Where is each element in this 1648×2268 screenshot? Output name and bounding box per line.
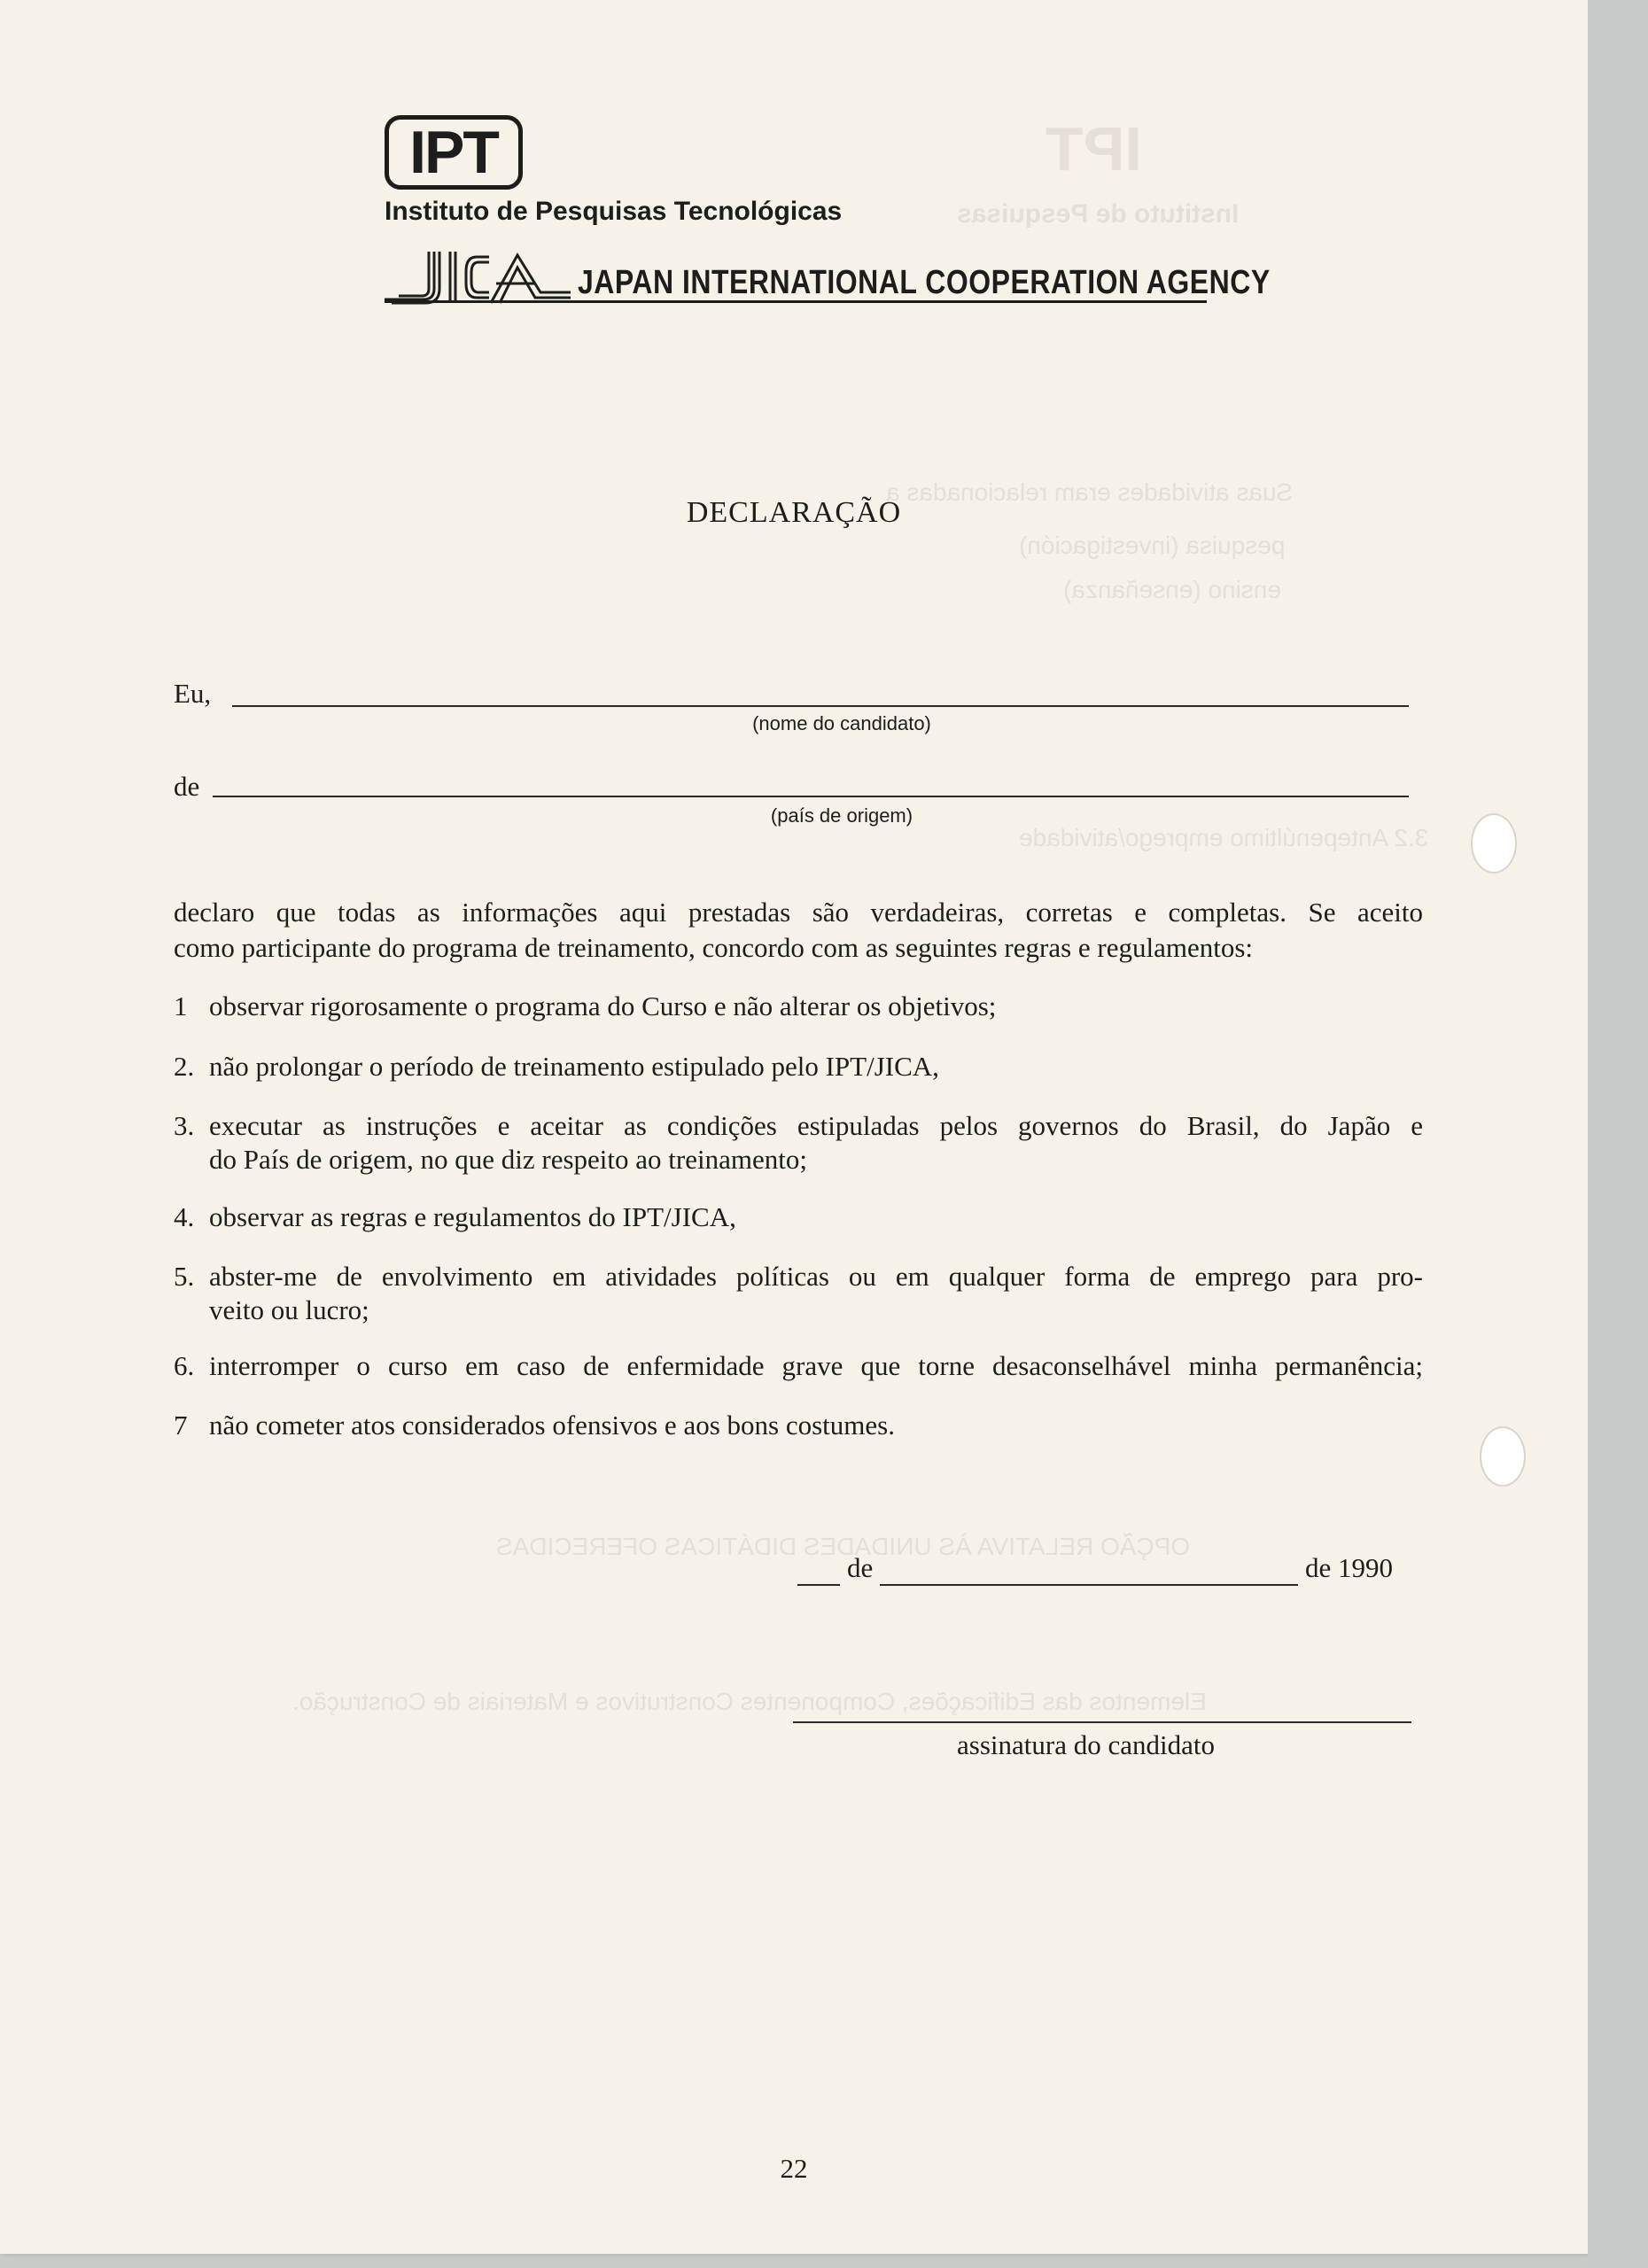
show-through-text: Suas atividades eram relacionadas a	[886, 478, 1294, 506]
country-field-hint: (país de origem)	[770, 804, 913, 827]
name-field-hint: (nome do candidato)	[752, 712, 931, 734]
show-through-text: IPT	[1046, 114, 1142, 183]
show-through-text: 3.2 Antepenúltimo emprego/atividade	[1019, 824, 1429, 851]
item-text: executar as instruções e aceitar as condições estipuladas pelos governos do Brasil, do Japão e	[209, 1110, 1423, 1141]
list-item	[174, 1409, 1423, 1442]
header-rule	[385, 300, 1207, 303]
signature-label: assinatura do candidato	[957, 1729, 1215, 1760]
show-through-text: Instituto de Pesquisas	[957, 199, 1240, 229]
intro-line: declaro que todas as informações aqui prestadas são verdadeiras, corretas e completas. Se aceito	[174, 897, 1423, 928]
month-field-line[interactable]	[880, 1584, 1298, 1586]
agency-name: JAPAN INTERNATIONAL COOPERATION AGENCY	[578, 262, 1271, 301]
item-text: interromper o curso em caso de enfermidade grave que torne desaconselhável minha permanência;	[209, 1350, 1423, 1381]
punch-hole	[1471, 813, 1517, 874]
list-item	[174, 990, 1423, 1023]
item-text: do País de origem, no que diz respeito ao treinamento;	[209, 1144, 807, 1175]
show-through-text: pesquisa (investigación)	[1019, 532, 1286, 559]
page-number: 22	[780, 2153, 808, 2184]
institute-name: Instituto de Pesquisas Tecnológicas	[385, 197, 843, 226]
item-number: 5.	[174, 1261, 195, 1292]
list-item	[174, 1109, 1423, 1177]
item-text: não cometer atos considerados ofensivos e aos bons costumes.	[209, 1410, 895, 1441]
show-through-text: ensino (enseñanza)	[1063, 576, 1281, 603]
item-text: observar as regras e regulamentos do IPT/JICA,	[209, 1201, 736, 1232]
scan-background	[1588, 0, 1648, 2268]
item-text: observar rigorosamente o programa do Curso e não alterar os objetivos;	[209, 990, 997, 1021]
jica-logo	[385, 248, 571, 307]
list-item	[174, 1349, 1423, 1383]
item-number: 7	[174, 1410, 188, 1441]
list-item	[174, 1200, 1423, 1234]
intro-line: como participante do programa de treinamento, concordo com as seguintes regras e regulamentos:	[174, 932, 1254, 963]
item-number: 6.	[174, 1350, 195, 1381]
item-number: 3.	[174, 1110, 195, 1141]
item-number: 4.	[174, 1201, 195, 1232]
ipt-logo: IPT	[385, 115, 523, 190]
document-title: DECLARAÇÃO	[686, 496, 902, 529]
signature-field-line[interactable]	[793, 1721, 1411, 1723]
name-field-line[interactable]	[232, 705, 1409, 707]
list-item	[174, 1260, 1423, 1327]
date-year-label: de 1990	[1305, 1552, 1394, 1583]
item-text: não prolongar o período de treinamento estipulado pelo IPT/JICA,	[209, 1051, 939, 1082]
item-text: veito ou lucro;	[209, 1294, 369, 1325]
country-field-line[interactable]	[213, 796, 1409, 797]
intro-paragraph	[174, 895, 1423, 966]
punch-hole	[1480, 1426, 1526, 1487]
list-item	[174, 1050, 1423, 1084]
item-number: 2.	[174, 1051, 195, 1082]
eu-label: Eu,	[174, 678, 212, 709]
show-through-text: OPÇÃO RELATIVA ÀS UNIDADES DIDÁTICAS OFERECIDAS	[496, 1533, 1191, 1560]
item-number: 1	[174, 990, 188, 1021]
date-de-label: de	[847, 1552, 874, 1583]
item-text: abster-me de envolvimento em atividades políticas ou em qualquer forma de emprego para pro-	[209, 1261, 1423, 1292]
day-field-line[interactable]	[797, 1584, 840, 1586]
show-through-text: Elementos das Edificações, Componentes Construtivos e Materiais de Construção.	[292, 1688, 1207, 1715]
de-label: de	[174, 771, 200, 802]
